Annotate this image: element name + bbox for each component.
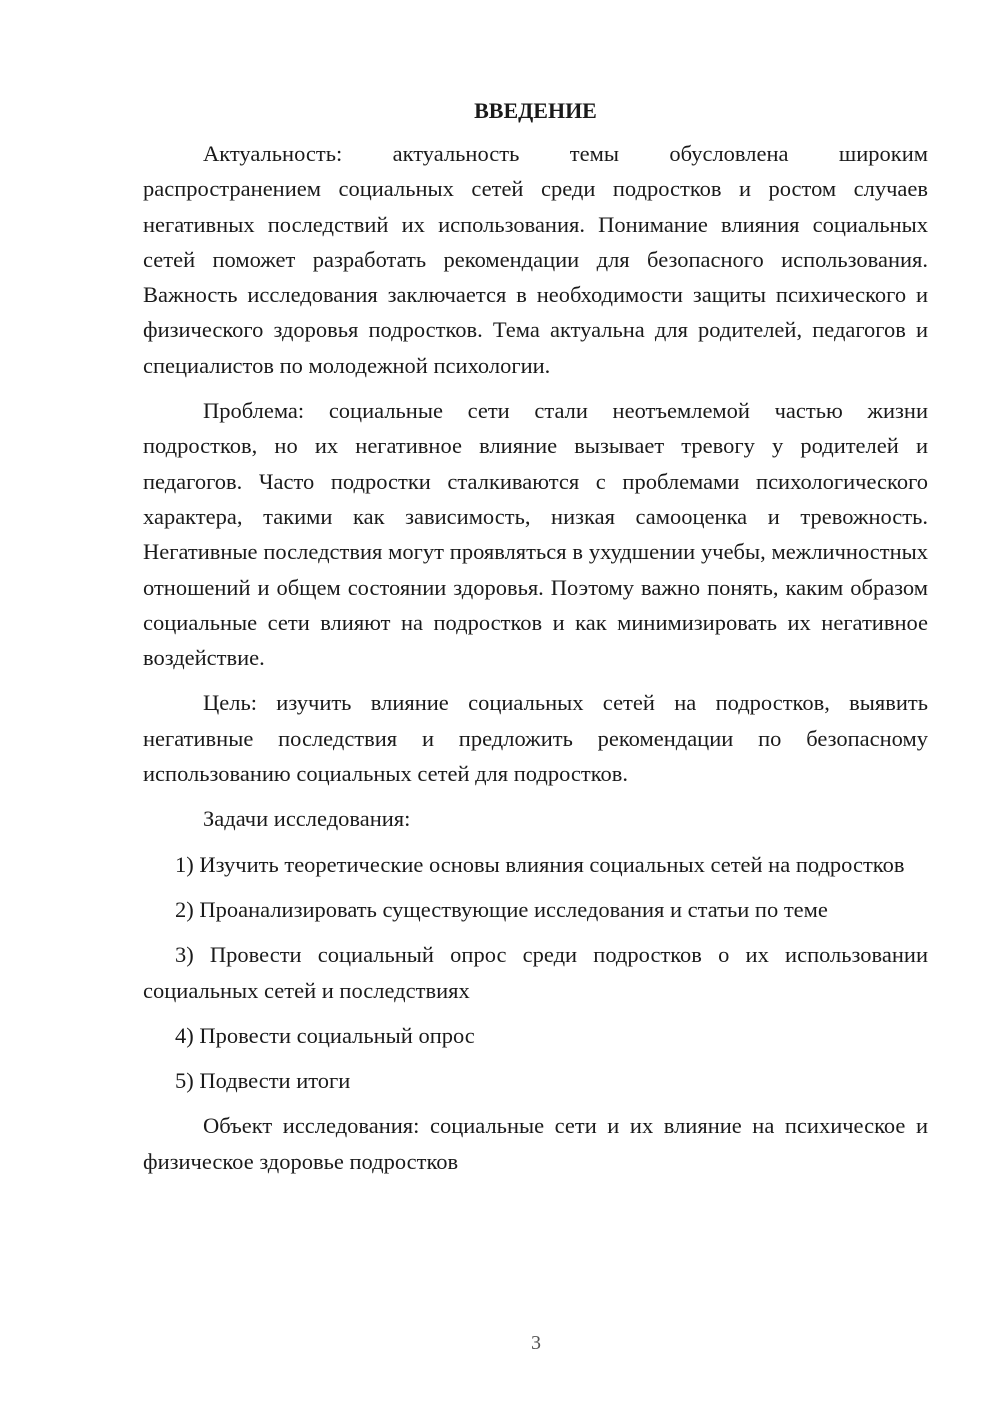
problem-paragraph: Проблема: социальные сети стали неотъемлемой частью жизни подростков, но их негативное влияние вызывает тревогу у родителей и педагогов. Часто подростки сталкиваются с проблемами психологического характера, такими как зависимость, низкая самооценка и тревожность. Негативные последствия могут проявляться в ухудшении учебы, межличностных отношений и общем состоянии здоровья. Поэтому важно понять, каким образом социальные сети влияют на подростков и как минимизировать их негативное воздействие. [143,398,928,671]
document-page [143,96,928,1189]
tasks-heading: Задачи исследования: [203,806,411,832]
object-paragraph: Объект исследования: социальные сети и их влияние на психическое и физическое здоровье подростков [143,1113,928,1174]
section-title: ВВЕДЕНИЕ [474,98,597,123]
goal-paragraph: Цель: изучить влияние социальных сетей на подростков, выявить негативные последствия и предложить рекомендации по безопасному использованию социальных сетей для подростков. [143,690,928,787]
relevance-paragraph: Актуальность: актуальность темы обусловлена широким распространением социальных сетей среди подростков и ростом случаев негативных последствий их использования. Понимание влияния социальных сетей поможет разработать рекомендации для безопасного использования. Важность исследования заключается в необходимости защиты психического и физического здоровья подростков. Тема актуальна для родителей, педагогов и специалистов по молодежной психологии. [143,141,928,378]
task-item: 1) Изучить теоретические основы влияния социальных сетей на подростков [175,851,905,877]
tasks-list [143,847,928,1099]
page-number: 3 [531,1332,541,1354]
task-item: 2) Проанализировать существующие исследования и статьи по теме [175,896,828,922]
task-item: 4) Провести социальный опрос [175,1022,475,1048]
task-item: 3) Провести социальный опрос среди подростков о их использовании социальных сетей и последствиях [143,942,928,1003]
task-item: 5) Подвести итоги [175,1068,351,1094]
